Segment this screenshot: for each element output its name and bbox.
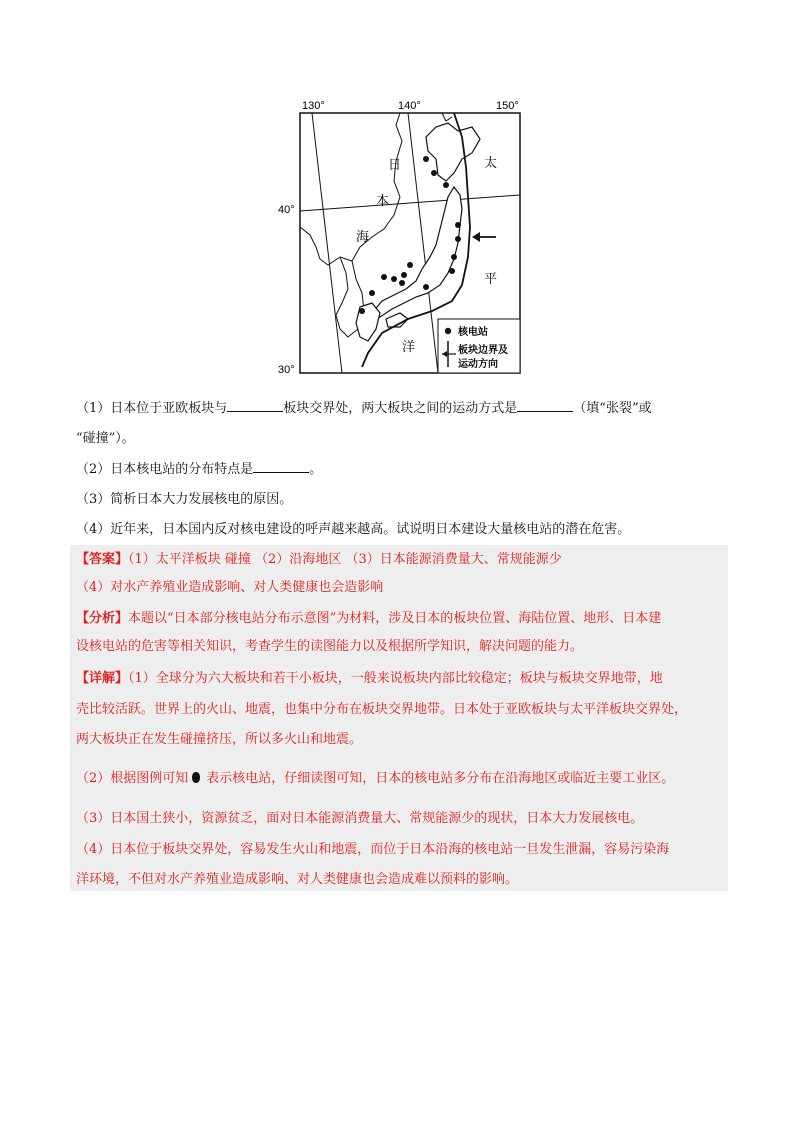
answer-blank — [517, 399, 573, 412]
question-4: （4）近年来，日本国内反对核电建设的呼声越来越高。试说明日本建设大量核电站的潜在危害。 — [76, 522, 631, 537]
legend-boundary-label: 板块边界及 — [458, 345, 508, 356]
lat-label-30: 30° — [278, 364, 295, 376]
sea-char: 日 — [388, 158, 402, 173]
ocean-char: 平 — [484, 272, 498, 287]
ocean-char: 洋 — [402, 340, 416, 355]
nuclear-plant — [369, 290, 375, 296]
map-legend — [438, 319, 520, 373]
nuclear-plant — [359, 308, 365, 314]
detail-tag: 【详解】 — [76, 671, 129, 686]
question-2: （2）日本核电站的分布特点是 。 — [76, 462, 323, 477]
lon-label-150: 150° — [496, 100, 519, 112]
question-1: （1）日本位于亚欧板块与 板块交界处，两大板块之间的运动方式是 （填“张裂”或 — [76, 401, 652, 416]
nuclear-plant — [423, 284, 429, 290]
sea-char: 本 — [376, 194, 390, 209]
nuclear-plant — [451, 254, 457, 260]
detail-line: 【详解】（1）全球分为六大板块和若干小板块，一般来说板块内部比较稳定；板块与板块交界地带，地 — [76, 671, 663, 686]
detail-line: （4）日本位于板块交界处，容易发生火山和地震，而位于日本沿海的核电站一旦发生泄漏，容易污染海 — [76, 842, 670, 857]
analysis-line: 【分析】本题以“日本部分核电站分布示意图”为材料，涉及日本的板块位置、海陆位置、地形、日本建 — [76, 611, 662, 626]
detail-line: 洋环境，不但对水产养殖业造成影响、对人类健康也会造成难以预料的影响。 — [76, 872, 519, 887]
detail-line: （2）根据图例可知 表示核电站，仔细读图可知，日本的核电站多分布在沿海地区或临近主要工业区。 — [76, 771, 675, 786]
nuclear-plant — [381, 274, 387, 280]
japan-nuclear-map — [276, 97, 526, 377]
nuclear-plant — [423, 156, 429, 162]
lat-label-40: 40° — [278, 204, 295, 216]
legend-station-icon — [445, 328, 451, 334]
lon-label-130: 130° — [302, 100, 325, 112]
legend-boundary-label: 运动方向 — [458, 359, 498, 370]
detail-line: 壳比较活跃。世界上的火山、地震，也集中分布在板块交界地带。日本处于亚欧板块与太平洋板块交界处， — [76, 702, 688, 717]
nuclear-plant — [399, 280, 405, 286]
nuclear-plant — [443, 182, 449, 188]
detail-line: （3）日本国土狭小，资源贫乏，面对日本能源消费量大、常规能源少的现状，日本大力发展核电。 — [76, 811, 644, 826]
answer-line: （4）对水产养殖业造成影响、对人类健康也会造影响 — [76, 580, 384, 595]
nuclear-plant — [449, 268, 455, 274]
nuclear-plant — [407, 262, 413, 268]
legend-station-label: 核电站 — [458, 327, 488, 338]
answer-blank — [227, 399, 283, 412]
sea-char: 海 — [356, 230, 370, 245]
nuclear-plant — [391, 276, 397, 282]
nuclear-plant — [455, 236, 461, 242]
nuclear-plant — [431, 170, 437, 176]
question-3: （3）简析日本大力发展核电的原因。 — [76, 492, 293, 507]
lon-label-140: 140° — [398, 100, 421, 112]
nuclear-station-icon — [192, 772, 200, 783]
detail-line: 两大板块正在发生碰撞挤压，所以多火山和地震。 — [76, 732, 363, 747]
nuclear-plant — [455, 222, 461, 228]
answer-line: 【答案】（1）太平洋板块 碰撞 （2）沿海地区 （3）日本能源消费量大、常规能源少 — [76, 552, 562, 567]
question-1-continued: “碰撞”）。 — [76, 431, 135, 446]
answer-blank — [253, 460, 309, 473]
analysis-tag: 【分析】 — [76, 611, 129, 626]
ocean-char: 太 — [484, 156, 498, 171]
nuclear-plant — [401, 272, 407, 278]
analysis-line: 设核电站的危害等相关知识，考查学生的读图能力以及根据所学知识，解决问题的能力。 — [76, 639, 584, 654]
answer-tag: 【答案】 — [76, 552, 129, 567]
